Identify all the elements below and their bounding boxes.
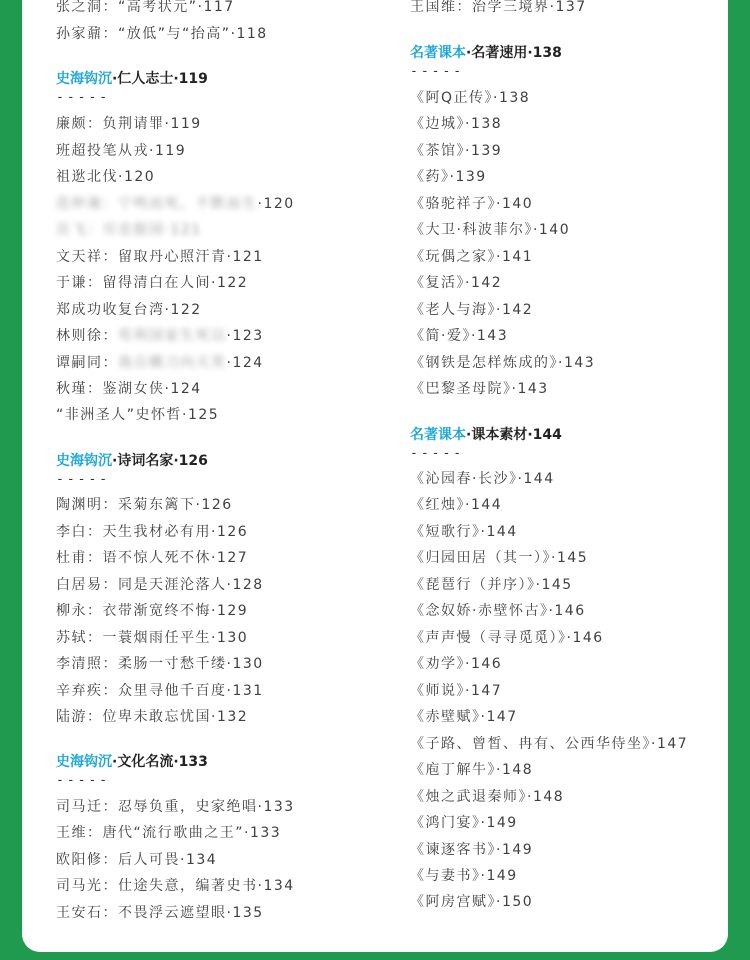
section-title: ·诗词名家·126 bbox=[112, 453, 208, 469]
toc-entry: 《短歌行》·144 bbox=[410, 524, 518, 540]
section-heading bbox=[56, 753, 208, 771]
blurred-text: 岳飞：尽忠报国·121 bbox=[56, 222, 202, 238]
toc-entry: 《庖丁解牛》·148 bbox=[410, 762, 534, 778]
toc-entry: 廉颇：负荆请罪·119 bbox=[56, 116, 202, 132]
toc-entry: 《阿Q正传》·138 bbox=[410, 90, 531, 106]
section-divider: ----- bbox=[410, 64, 465, 79]
toc-entry: 《玩偶之家》·141 bbox=[410, 249, 534, 265]
toc-entry: 《琵琶行（并序）》·145 bbox=[410, 577, 573, 593]
toc-entry: 《复活》·142 bbox=[410, 275, 503, 291]
toc-entry: 柳永：衣带渐宽终不悔·129 bbox=[56, 603, 249, 619]
toc-entry: 李清照：柔肠一寸愁千缕·130 bbox=[56, 656, 264, 672]
section-category: 名著课本 bbox=[410, 427, 466, 443]
page-number: ·120 bbox=[257, 196, 295, 212]
toc-entry: 《与妻书》·149 bbox=[410, 868, 518, 884]
toc-entry: 《声声慢（寻寻觅觅）》·146 bbox=[410, 630, 604, 646]
toc-entry: 陶渊明：采菊东篱下·126 bbox=[56, 497, 233, 513]
toc-entry: 欧阳修：后人可畏·134 bbox=[56, 852, 218, 868]
toc-entry: 《谏逐客书》·149 bbox=[410, 842, 534, 858]
toc-entry: 张之洞：“高考状元”·117 bbox=[56, 0, 235, 15]
section-title: ·文化名流·133 bbox=[112, 754, 208, 770]
toc-entry: 王国维：治学三境界·137 bbox=[410, 0, 587, 15]
section-heading bbox=[56, 452, 208, 470]
toc-entry: 李白：天生我材必有用·126 bbox=[56, 524, 249, 540]
section-heading bbox=[410, 426, 562, 444]
toc-entry: “非洲圣人”史怀哲·125 bbox=[56, 407, 220, 423]
toc-entry: 王安石：不畏浮云遮望眼·135 bbox=[56, 905, 264, 921]
section-title: ·课本素材·144 bbox=[466, 427, 562, 443]
toc-entry-partially-blurred bbox=[56, 195, 295, 213]
toc-entry: 祖逖北伐·120 bbox=[56, 169, 156, 185]
toc-entry: 《药》·139 bbox=[410, 169, 487, 185]
toc-entry: 陆游：位卑未敢忘忧国·132 bbox=[56, 709, 249, 725]
section-heading bbox=[56, 70, 208, 88]
section-heading bbox=[410, 44, 562, 62]
toc-entry: 《归园田居（其一）》·145 bbox=[410, 550, 589, 566]
toc-entry: 司马光：仕途失意，编著史书·134 bbox=[56, 878, 295, 894]
toc-entry: 杜甫：语不惊人死不休·127 bbox=[56, 550, 249, 566]
toc-entry: 文天祥：留取丹心照汗青·121 bbox=[56, 249, 264, 265]
toc-entry: 司马迁：忍辱负重，史家绝唱·133 bbox=[56, 799, 295, 815]
entry-prefix: 林则徐： bbox=[56, 328, 118, 344]
toc-entry: 《沁园春·长沙》·144 bbox=[410, 471, 555, 487]
toc-entry: 于谦：留得清白在人间·122 bbox=[56, 275, 249, 291]
toc-entry: 《骆驼祥子》·140 bbox=[410, 196, 534, 212]
toc-entry: 《巴黎圣母院》·143 bbox=[410, 381, 549, 397]
toc-entry: 《赤壁赋》·147 bbox=[410, 709, 518, 725]
toc-entry: 《阿房宫赋》·150 bbox=[410, 894, 534, 910]
blurred-text: 范仲淹：宁鸣而死，不默而生 bbox=[56, 196, 258, 212]
toc-entry: 苏轼：一蓑烟雨任平生·130 bbox=[56, 630, 249, 646]
toc-entry: 《鸿门宴》·149 bbox=[410, 815, 518, 831]
toc-entry: 《劝学》·146 bbox=[410, 656, 503, 672]
toc-entry: 《念奴娇·赤壁怀古》·146 bbox=[410, 603, 586, 619]
toc-entry: 秋瑾：鉴湖女侠·124 bbox=[56, 381, 202, 397]
page-number: ·123 bbox=[226, 328, 264, 344]
entry-prefix: 谭嗣同： bbox=[56, 355, 118, 371]
section-divider: ----- bbox=[56, 90, 111, 105]
toc-entry: 《师说》·147 bbox=[410, 683, 503, 699]
toc-entry: 《子路、曾皙、冉有、公西华侍坐》·147 bbox=[410, 736, 689, 752]
toc-entry-partially-blurred bbox=[56, 354, 264, 372]
section-title: ·名著速用·138 bbox=[466, 45, 562, 61]
section-category: 史海钩沉 bbox=[56, 453, 112, 469]
toc-entry-blurred bbox=[56, 221, 202, 239]
toc-entry: 《烛之武退秦师》·148 bbox=[410, 789, 565, 805]
toc-entry: 《简·爱》·143 bbox=[410, 328, 509, 344]
blurred-text: 我自横刀向天笑 bbox=[118, 355, 227, 371]
toc-page bbox=[22, 0, 728, 952]
section-category: 名著课本 bbox=[410, 45, 466, 61]
toc-entry: 孙家鼐：“放低”与“抬高”·118 bbox=[56, 26, 268, 42]
toc-entry: 辛弃疾：众里寻他千百度·131 bbox=[56, 683, 264, 699]
section-divider: ----- bbox=[56, 472, 111, 487]
toc-entry: 班超投笔从戎·119 bbox=[56, 143, 187, 159]
blurred-text: 苟利国家生死以 bbox=[118, 328, 227, 344]
toc-entry: 《老人与海》·142 bbox=[410, 302, 534, 318]
toc-entry: 郑成功收复台湾·122 bbox=[56, 302, 202, 318]
toc-entry: 白居易：同是天涯沦落人·128 bbox=[56, 577, 264, 593]
section-category: 史海钩沉 bbox=[56, 754, 112, 770]
section-divider: ----- bbox=[56, 773, 111, 788]
toc-entry: 《茶馆》·139 bbox=[410, 143, 503, 159]
page-number: ·124 bbox=[226, 355, 264, 371]
toc-entry-partially-blurred bbox=[56, 327, 264, 345]
toc-entry: 《边城》·138 bbox=[410, 116, 503, 132]
section-divider: ----- bbox=[410, 446, 465, 461]
section-category: 史海钩沉 bbox=[56, 71, 112, 87]
toc-entry: 《大卫·科波菲尔》·140 bbox=[410, 222, 571, 238]
toc-entry: 《红烛》·144 bbox=[410, 497, 503, 513]
section-title: ·仁人志士·119 bbox=[112, 71, 208, 87]
toc-entry: 《钢铁是怎样炼成的》·143 bbox=[410, 355, 596, 371]
toc-entry: 王维：唐代“流行歌曲之王”·133 bbox=[56, 825, 282, 841]
